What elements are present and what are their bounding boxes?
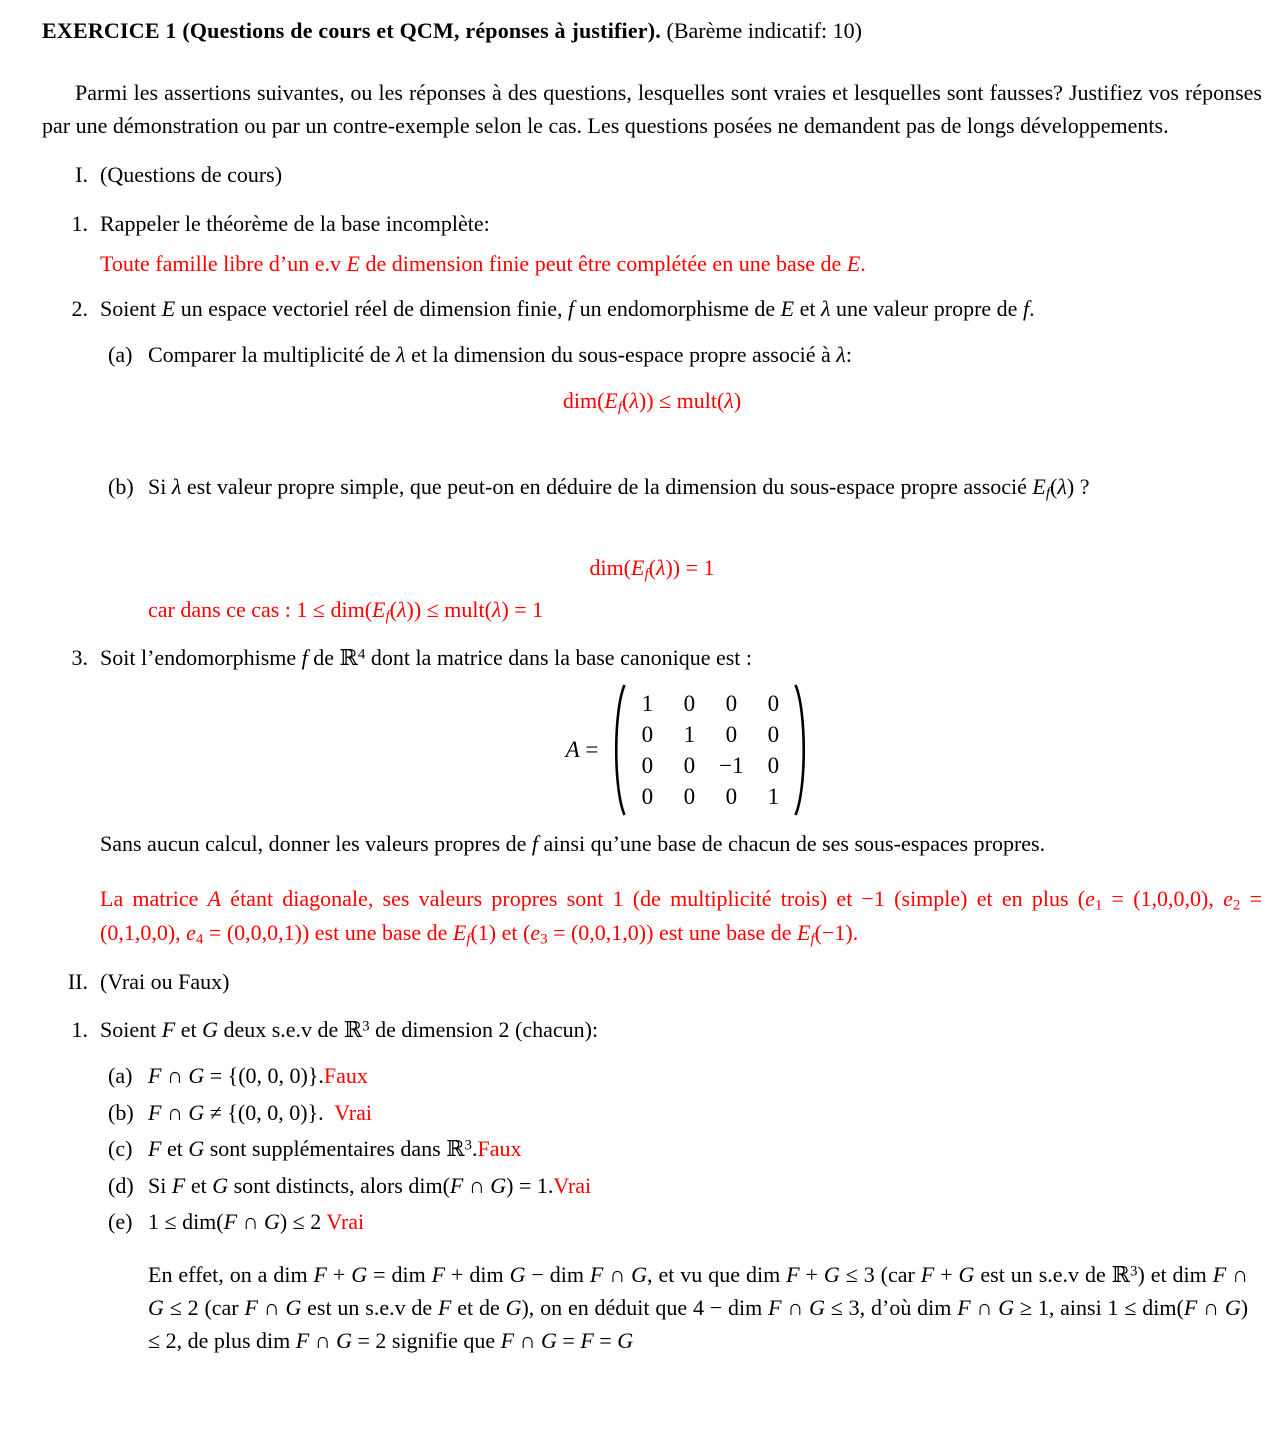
matrix-cell: 1 [767,784,780,809]
tf-item-a-verdict: Faux [323,1063,368,1088]
matrix-open-paren [610,682,627,818]
section-1-heading [42,158,1262,191]
matrix-cell: 1 [641,691,654,716]
tf-item-a [108,1059,1262,1092]
justification-paragraph: En effet, on a dim F + G = dim F + dim G − dim F ∩ G, et vu que dim F + G ≤ 3 (car F + G est un s.e.v de ℝ$^3$) et dim F ∩ G ≤ 2 (car F ∩ G est un s.e.v de F et de G), on en déduit que 4 − dim F ∩ G ≤ 3, d’où dim F ∩ G ≥ 1, ainsi 1 ≤ dim(F ∩ G) ≤ 2, de plus dim F ∩ G = 2 signifie que F ∩ G = F = G [148,1262,1249,1353]
tf-item-c-statement: F et G sont supplémentaires dans ℝ$^3$. [148,1136,478,1161]
matrix-cell: 0 [767,691,780,716]
matrix-cell: 0 [725,784,738,809]
section-2-heading [42,965,1262,998]
section-1-label: I. [75,162,88,187]
tf-item-d-label: (d) [108,1172,134,1198]
matrix-cell: 0 [641,784,654,809]
tf-item-e-label: (e) [108,1209,133,1234]
question-1-number: 1. [71,211,88,236]
question-2-text: Soient E un espace vectoriel réel de dimension finie, f un endomorphisme de E et λ une valeur propre de f. [100,296,1035,321]
question-2b-label: (b) [108,474,134,499]
matrix-cell: 0 [641,722,654,747]
tf-item-d [108,1169,1262,1202]
question-2b [108,470,1262,503]
matrix-cell: 0 [683,784,696,809]
question-3-followup: Sans aucun calcul, donner les valeurs propres de f ainsi qu’une base de chacun de ses sous-espaces propres. [100,831,1046,856]
question-3-answer: La matrice A étant diagonale, ses valeurs propres sont 1 (de multiplicité trois) et −1 (simple) et en plus ($e_1 = (1,0,0,0)$, $e_2 = (0,1,0,0)$, $e_4 = (0,0,0,1)$) est une base de $E_f(1)$ et $(e_3 = (0,0,1,0))$ est une base de $E_f(-1)$. [100,886,1262,948]
tf-item-c [108,1132,1262,1165]
section-1-title: (Questions de cours) [100,162,283,187]
question-1-text: Rappeler le théorème de la base incomplète: [100,211,490,236]
question-3-number: 3. [71,645,88,670]
tf-item-d-verdict: Vrai [553,1172,592,1198]
question-2a-label: (a) [108,342,133,367]
tf-item-e [108,1205,1262,1238]
question-3-text: Soit l’endomorphisme f de ℝ$^4$ dont la matrice dans la base canonique est : [100,645,753,670]
question-2b-answer-note: car dans ce cas : $1 \le dim(E_f(\lambda))$ ≤ mult(λ) = 1 [148,597,544,625]
question-II-1-text: Soient F et G deux s.e.v de ℝ$^3$ de dimension 2 (chacun): [100,1017,599,1042]
tf-item-e-verdict: Vrai [326,1209,365,1234]
matrix-cell: −1 [719,753,744,778]
tf-item-a-statement: F ∩ G = {(0, 0, 0)}. [148,1063,324,1088]
question-2 [42,292,1262,325]
tf-item-c-verdict: Faux [477,1136,522,1161]
tf-item-d-statement: Si F et G sont distincts, alors dim(F ∩ G) = 1. [148,1172,554,1198]
question-2b-answer-formula: $dim(E_f(\lambda)) = 1$ [589,555,715,583]
question-1-answer: Toute famille libre d’un e.v E de dimension finie peut être complétée en une base de E. [100,251,866,276]
question-2b-text: Si λ est valeur propre simple, que peut-on en déduire de la dimension du sous-espace propre associé $E_f(\lambda)$ ? [148,474,1090,502]
matrix-cell: 0 [767,722,780,747]
question-3 [42,641,1262,674]
matrix-lhs: A = [565,737,599,762]
exercise-title: EXERCICE 1 (Questions de cours et QCM, réponses à justifier). [42,18,661,43]
question-II-1 [42,1013,1262,1046]
matrix-cell: 0 [767,753,780,778]
matrix-close-paren [793,682,810,818]
question-2a-text: Comparer la multiplicité de λ et la dimension du sous-espace propre associé à λ: [148,342,852,367]
matrix-cell: 0 [725,691,738,716]
tf-item-b [108,1096,1262,1129]
tf-item-b-label: (b) [108,1099,134,1125]
bareme-note: (Barème indicatif: 10) [666,18,862,43]
matrix-equation [566,682,811,818]
tf-item-b-statement: F ∩ G ≠ {(0, 0, 0)}. [148,1099,335,1125]
section-2-title: (Vrai ou Faux) [100,969,230,994]
matrix-grid [627,685,793,815]
section-2-label: II. [67,969,88,994]
matrix-cell: 0 [725,722,738,747]
question-1 [42,207,1262,240]
tf-item-e-statement: 1 ≤ dim(F ∩ G) ≤ 2 [148,1209,327,1234]
tf-item-c-label: (c) [108,1136,133,1161]
question-2-number: 2. [71,296,88,321]
matrix-cell: 0 [683,753,696,778]
question-II-1-number: 1. [71,1017,88,1042]
matrix-cell: 0 [683,691,696,716]
question-2a-answer-formula: $dim(E_f(\lambda))$ ≤ mult(λ) [562,388,742,416]
matrix-cell: 0 [641,753,654,778]
tf-item-a-label: (a) [108,1063,133,1088]
intro-paragraph: Parmi les assertions suivantes, ou les réponses à des questions, lesquelles sont vraies et lesquelles sont fausses? Justifiez vos réponses par une démonstration ou par un contre-exemple selon le cas. Les questions posées ne demandent pas de longs développements. [42,80,1262,138]
tf-item-b-verdict: Vrai [334,1099,372,1125]
question-2a [108,338,1262,371]
exercise-heading [42,16,1262,46]
matrix-cell: 1 [683,722,696,747]
